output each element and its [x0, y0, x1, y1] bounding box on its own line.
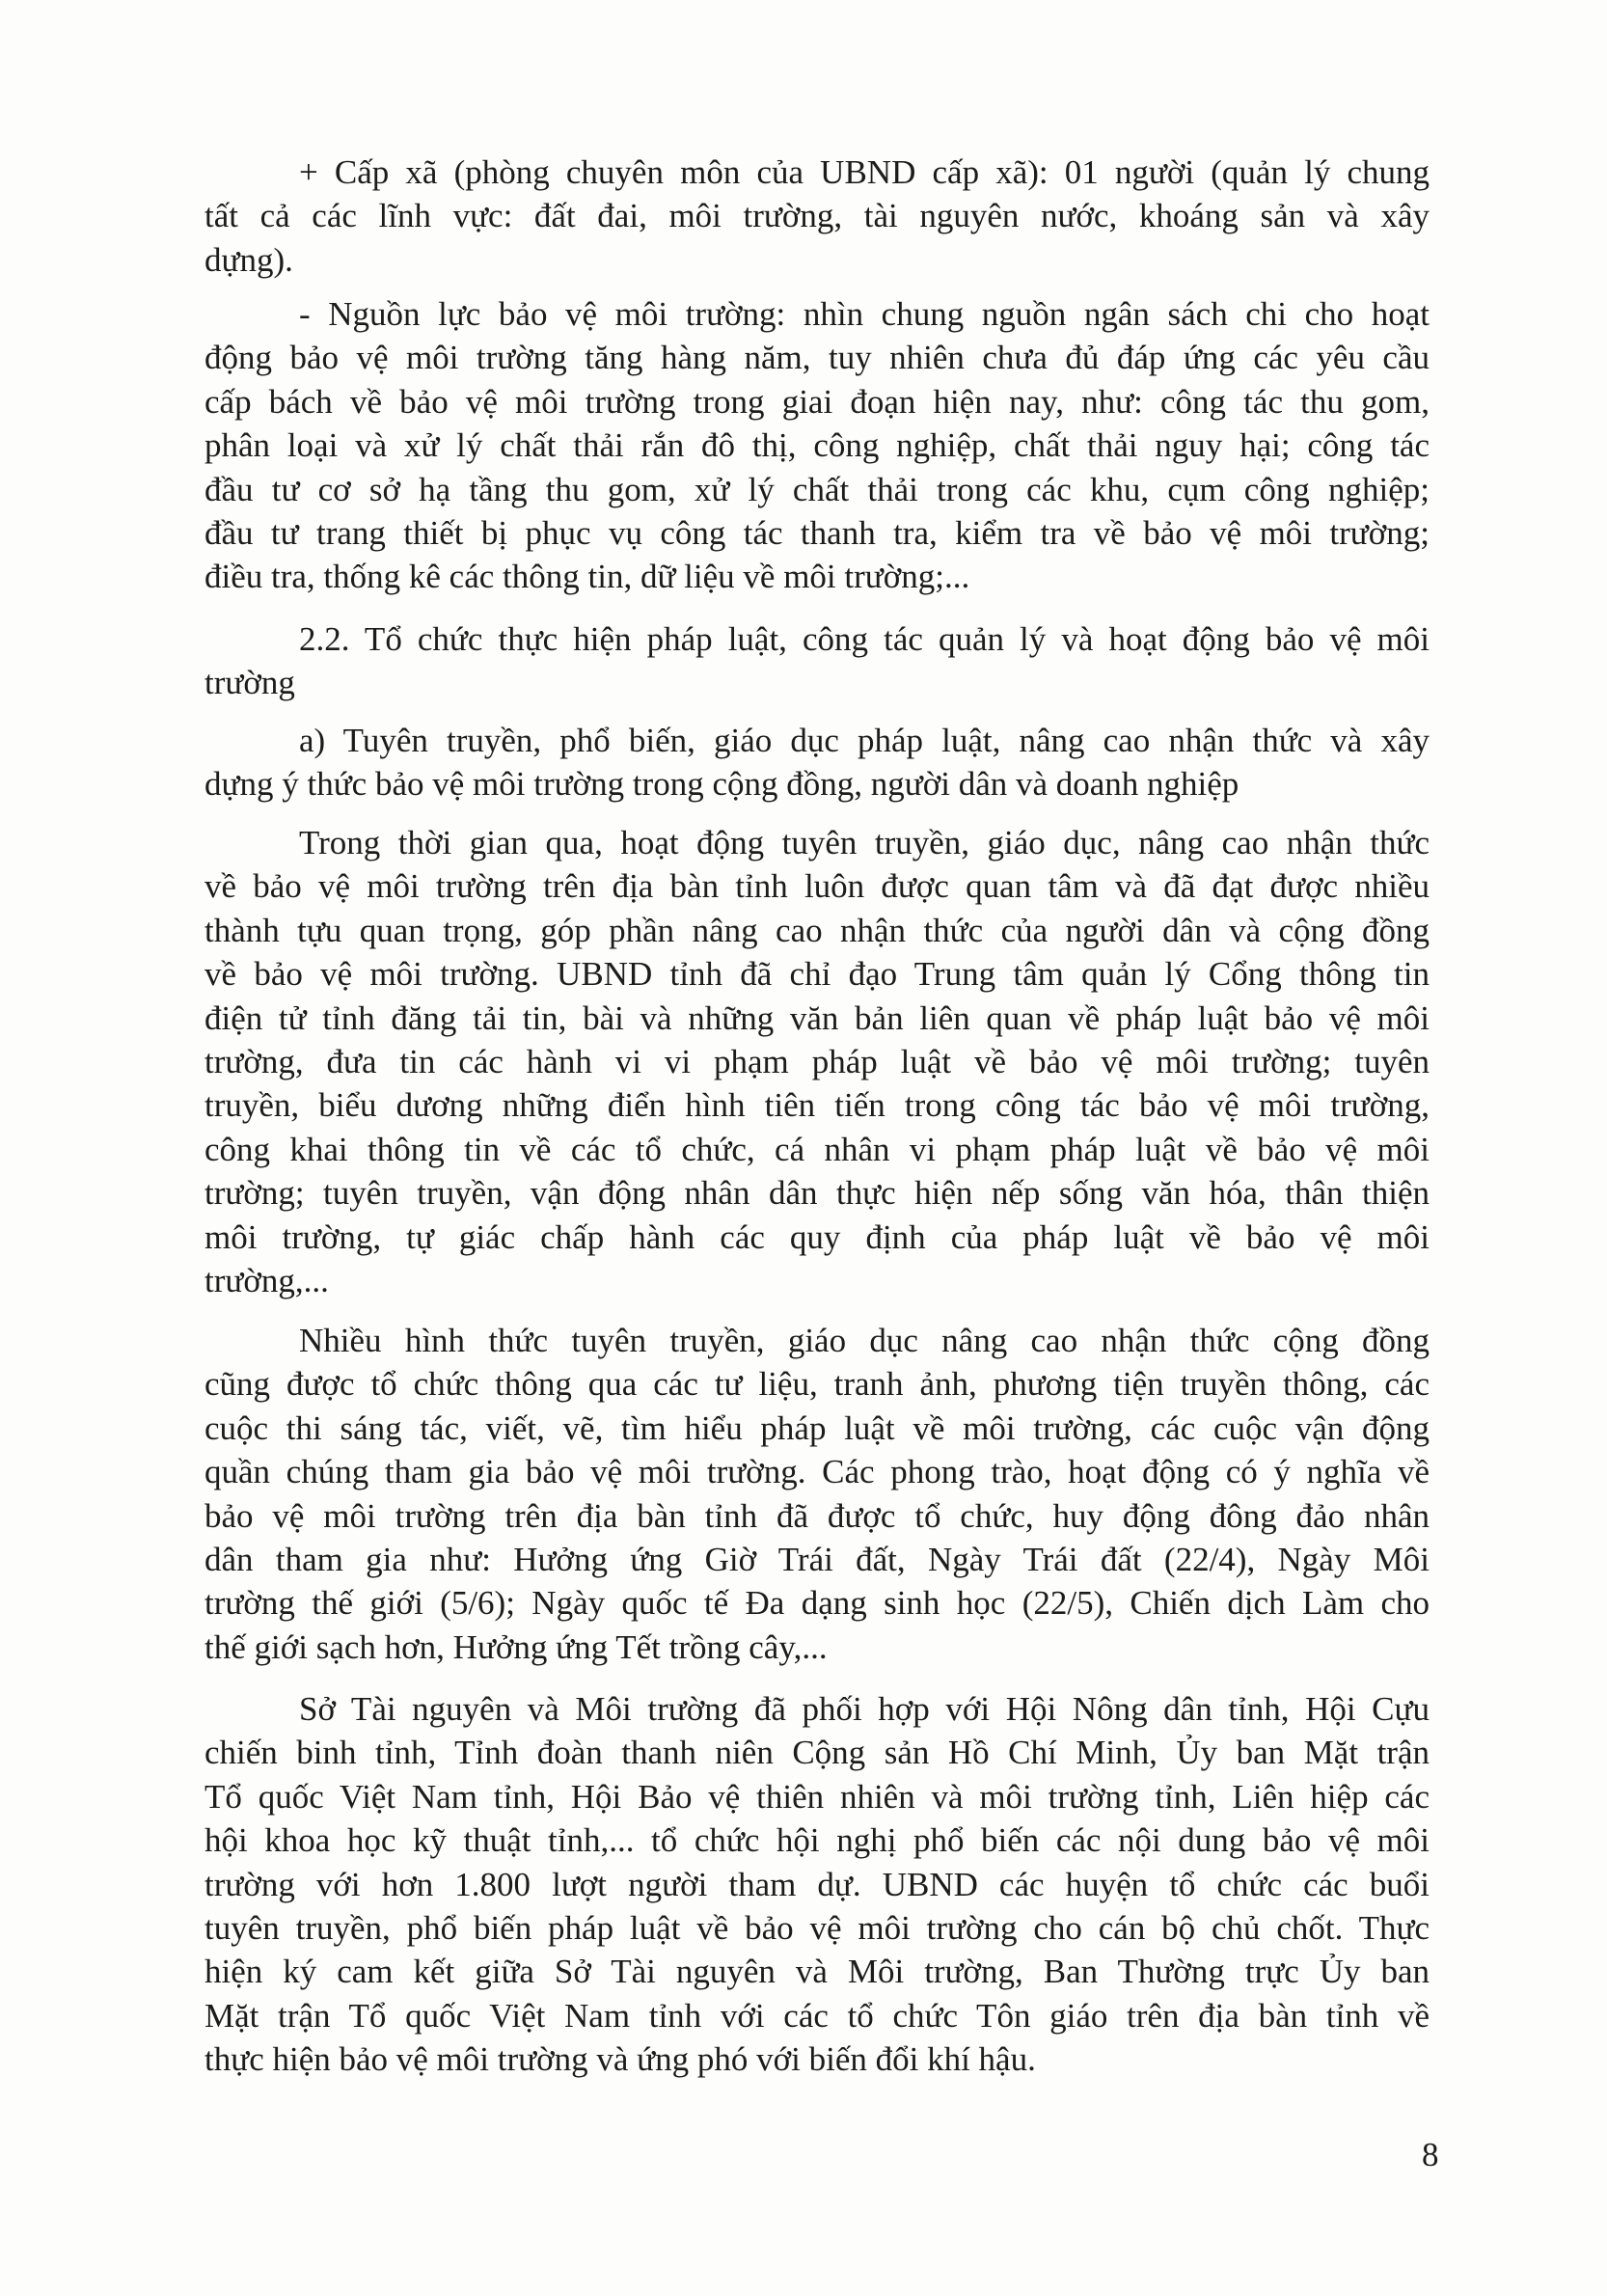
subsection-heading-a	[204, 719, 1430, 806]
text-line: cuộc thi sáng tác, viết, vẽ, tìm hiểu pháp luật về môi trường, các cuộc vận động	[204, 1408, 1430, 1447]
text-line: thực hiện bảo vệ môi trường và ứng phó với biến đổi khí hậu.	[204, 2040, 1036, 2079]
text-line: Tổ quốc Việt Nam tỉnh, Hội Bảo vệ thiên nhiên và môi trường tỉnh, Liên hiệp các	[204, 1777, 1430, 1816]
text-line: đầu tư trang thiết bị phục vụ công tác thanh tra, kiểm tra về bảo vệ môi trường;	[204, 514, 1430, 553]
text-line: truyền, biểu dương những điển hình tiên tiến trong công tác bảo vệ môi trường,	[204, 1086, 1430, 1125]
text-line: điều tra, thống kê các thông tin, dữ liệu về môi trường;...	[204, 558, 970, 596]
text-line: trường,...	[204, 1262, 329, 1300]
text-line: + Cấp xã (phòng chuyên môn của UBND cấp xã): 01 người (quản lý chung	[299, 153, 1430, 191]
text-line: a) Tuyên truyền, phổ biến, giáo dục pháp luật, nâng cao nhận thức và xây	[299, 722, 1430, 759]
text-line: về bảo vệ môi trường trên địa bàn tỉnh luôn được quan tâm và đã đạt được nhiều	[204, 867, 1430, 906]
text-line: bảo vệ môi trường trên địa bàn tỉnh đã được tổ chức, huy động đông đảo nhân	[204, 1496, 1430, 1535]
text-line: trường, đưa tin các hành vi vi phạm pháp luật về bảo vệ môi trường; tuyên	[204, 1043, 1430, 1081]
text-line: dựng ý thức bảo vệ môi trường trong cộng đồng, người dân và doanh nghiệp	[204, 765, 1239, 804]
text-line: hội khoa học kỹ thuật tỉnh,... tổ chức hội nghị phổ biến các nội dung bảo vệ môi	[204, 1821, 1430, 1860]
text-line: môi trường, tự giác chấp hành các quy định của pháp luật về bảo vệ môi	[204, 1217, 1430, 1256]
text-line: thành tựu quan trọng, góp phần nâng cao nhận thức của người dân và cộng đồng	[204, 911, 1430, 949]
section-heading-2-2	[204, 617, 1430, 705]
text-line: Mặt trận Tổ quốc Việt Nam tỉnh với các tổ chức Tôn giáo trên địa bàn tỉnh về	[204, 1996, 1430, 2035]
text-line: 2.2. Tổ chức thực hiện pháp luật, công tác quản lý và hoạt động bảo vệ môi	[299, 620, 1430, 658]
text-line: dân tham gia như: Hưởng ứng Giờ Trái đất, Ngày Trái đất (22/4), Ngày Môi	[204, 1541, 1430, 1579]
page-number: 8	[1422, 2136, 1439, 2173]
text-line: chiến binh tỉnh, Tỉnh đoàn thanh niên Cộng sản Hồ Chí Minh, Ủy ban Mặt trận	[204, 1734, 1430, 1772]
text-line: trường thế giới (5/6); Ngày quốc tế Đa dạng sinh học (22/5), Chiến dịch Làm cho	[204, 1584, 1430, 1623]
text-line: trường	[204, 664, 295, 702]
paragraph-commune-staff	[204, 150, 1430, 282]
text-line: - Nguồn lực bảo vệ môi trường: nhìn chung nguồn ngân sách chi cho hoạt	[299, 295, 1430, 333]
text-line: Nhiều hình thức tuyên truyền, giáo dục nâng cao nhận thức cộng đồng	[299, 1322, 1430, 1359]
paragraph-resources	[204, 292, 1430, 599]
text-line: quần chúng tham gia bảo vệ môi trường. Các phong trào, hoạt động có ý nghĩa về	[204, 1453, 1430, 1491]
text-line: trường với hơn 1.800 lượt người tham dự. UBND các huyện tổ chức các buổi	[204, 1865, 1430, 1903]
text-line: thế giới sạch hơn, Hưởng ứng Tết trồng cây,...	[204, 1627, 828, 1666]
paragraph-propaganda	[204, 821, 1430, 1302]
text-line: động bảo vệ môi trường tăng hàng năm, tuy nhiên chưa đủ đáp ứng các yêu cầu	[204, 339, 1430, 377]
text-line: tất cả các lĩnh vực: đất đai, môi trường, tài nguyên nước, khoáng sản và xây	[204, 197, 1430, 235]
text-line: tuyên truyền, phổ biến pháp luật về bảo vệ môi trường cho cán bộ chủ chốt. Thực	[204, 1909, 1430, 1948]
text-line: công khai thông tin về các tổ chức, cá nhân vi phạm pháp luật về bảo vệ môi	[204, 1130, 1430, 1168]
text-line: Trong thời gian qua, hoạt động tuyên truyền, giáo dục, nâng cao nhận thức	[299, 824, 1430, 861]
text-line: cũng được tổ chức thông qua các tư liệu, tranh ảnh, phương tiện truyền thông, các	[204, 1365, 1430, 1404]
text-line: điện tử tỉnh đăng tải tin, bài và những văn bản liên quan về pháp luật bảo vệ môi	[204, 998, 1430, 1037]
text-line: đầu tư cơ sở hạ tầng thu gom, xử lý chất thải trong các khu, cụm công nghiệp;	[204, 470, 1430, 508]
text-line: dựng).	[204, 240, 293, 279]
text-line: về bảo vệ môi trường. UBND tỉnh đã chỉ đạo Trung tâm quản lý Cổng thông tin	[204, 955, 1430, 994]
text-line: trường; tuyên truyền, vận động nhân dân thực hiện nếp sống văn hóa, thân thiện	[204, 1174, 1430, 1213]
text-line: phân loại và xử lý chất thải rắn đô thị, công nghiệp, chất thải nguy hại; công tác	[204, 426, 1430, 465]
text-line: cấp bách về bảo vệ môi trường trong giai đoạn hiện nay, như: công tác thu gom,	[204, 382, 1430, 421]
text-line: Sở Tài nguyên và Môi trường đã phối hợp với Hội Nông dân tỉnh, Hội Cựu	[299, 1690, 1430, 1728]
paragraph-coordination	[204, 1687, 1430, 2082]
text-line: hiện ký cam kết giữa Sở Tài nguyên và Môi trường, Ban Thường trực Ủy ban	[204, 1953, 1430, 1991]
paragraph-forms	[204, 1319, 1430, 1669]
